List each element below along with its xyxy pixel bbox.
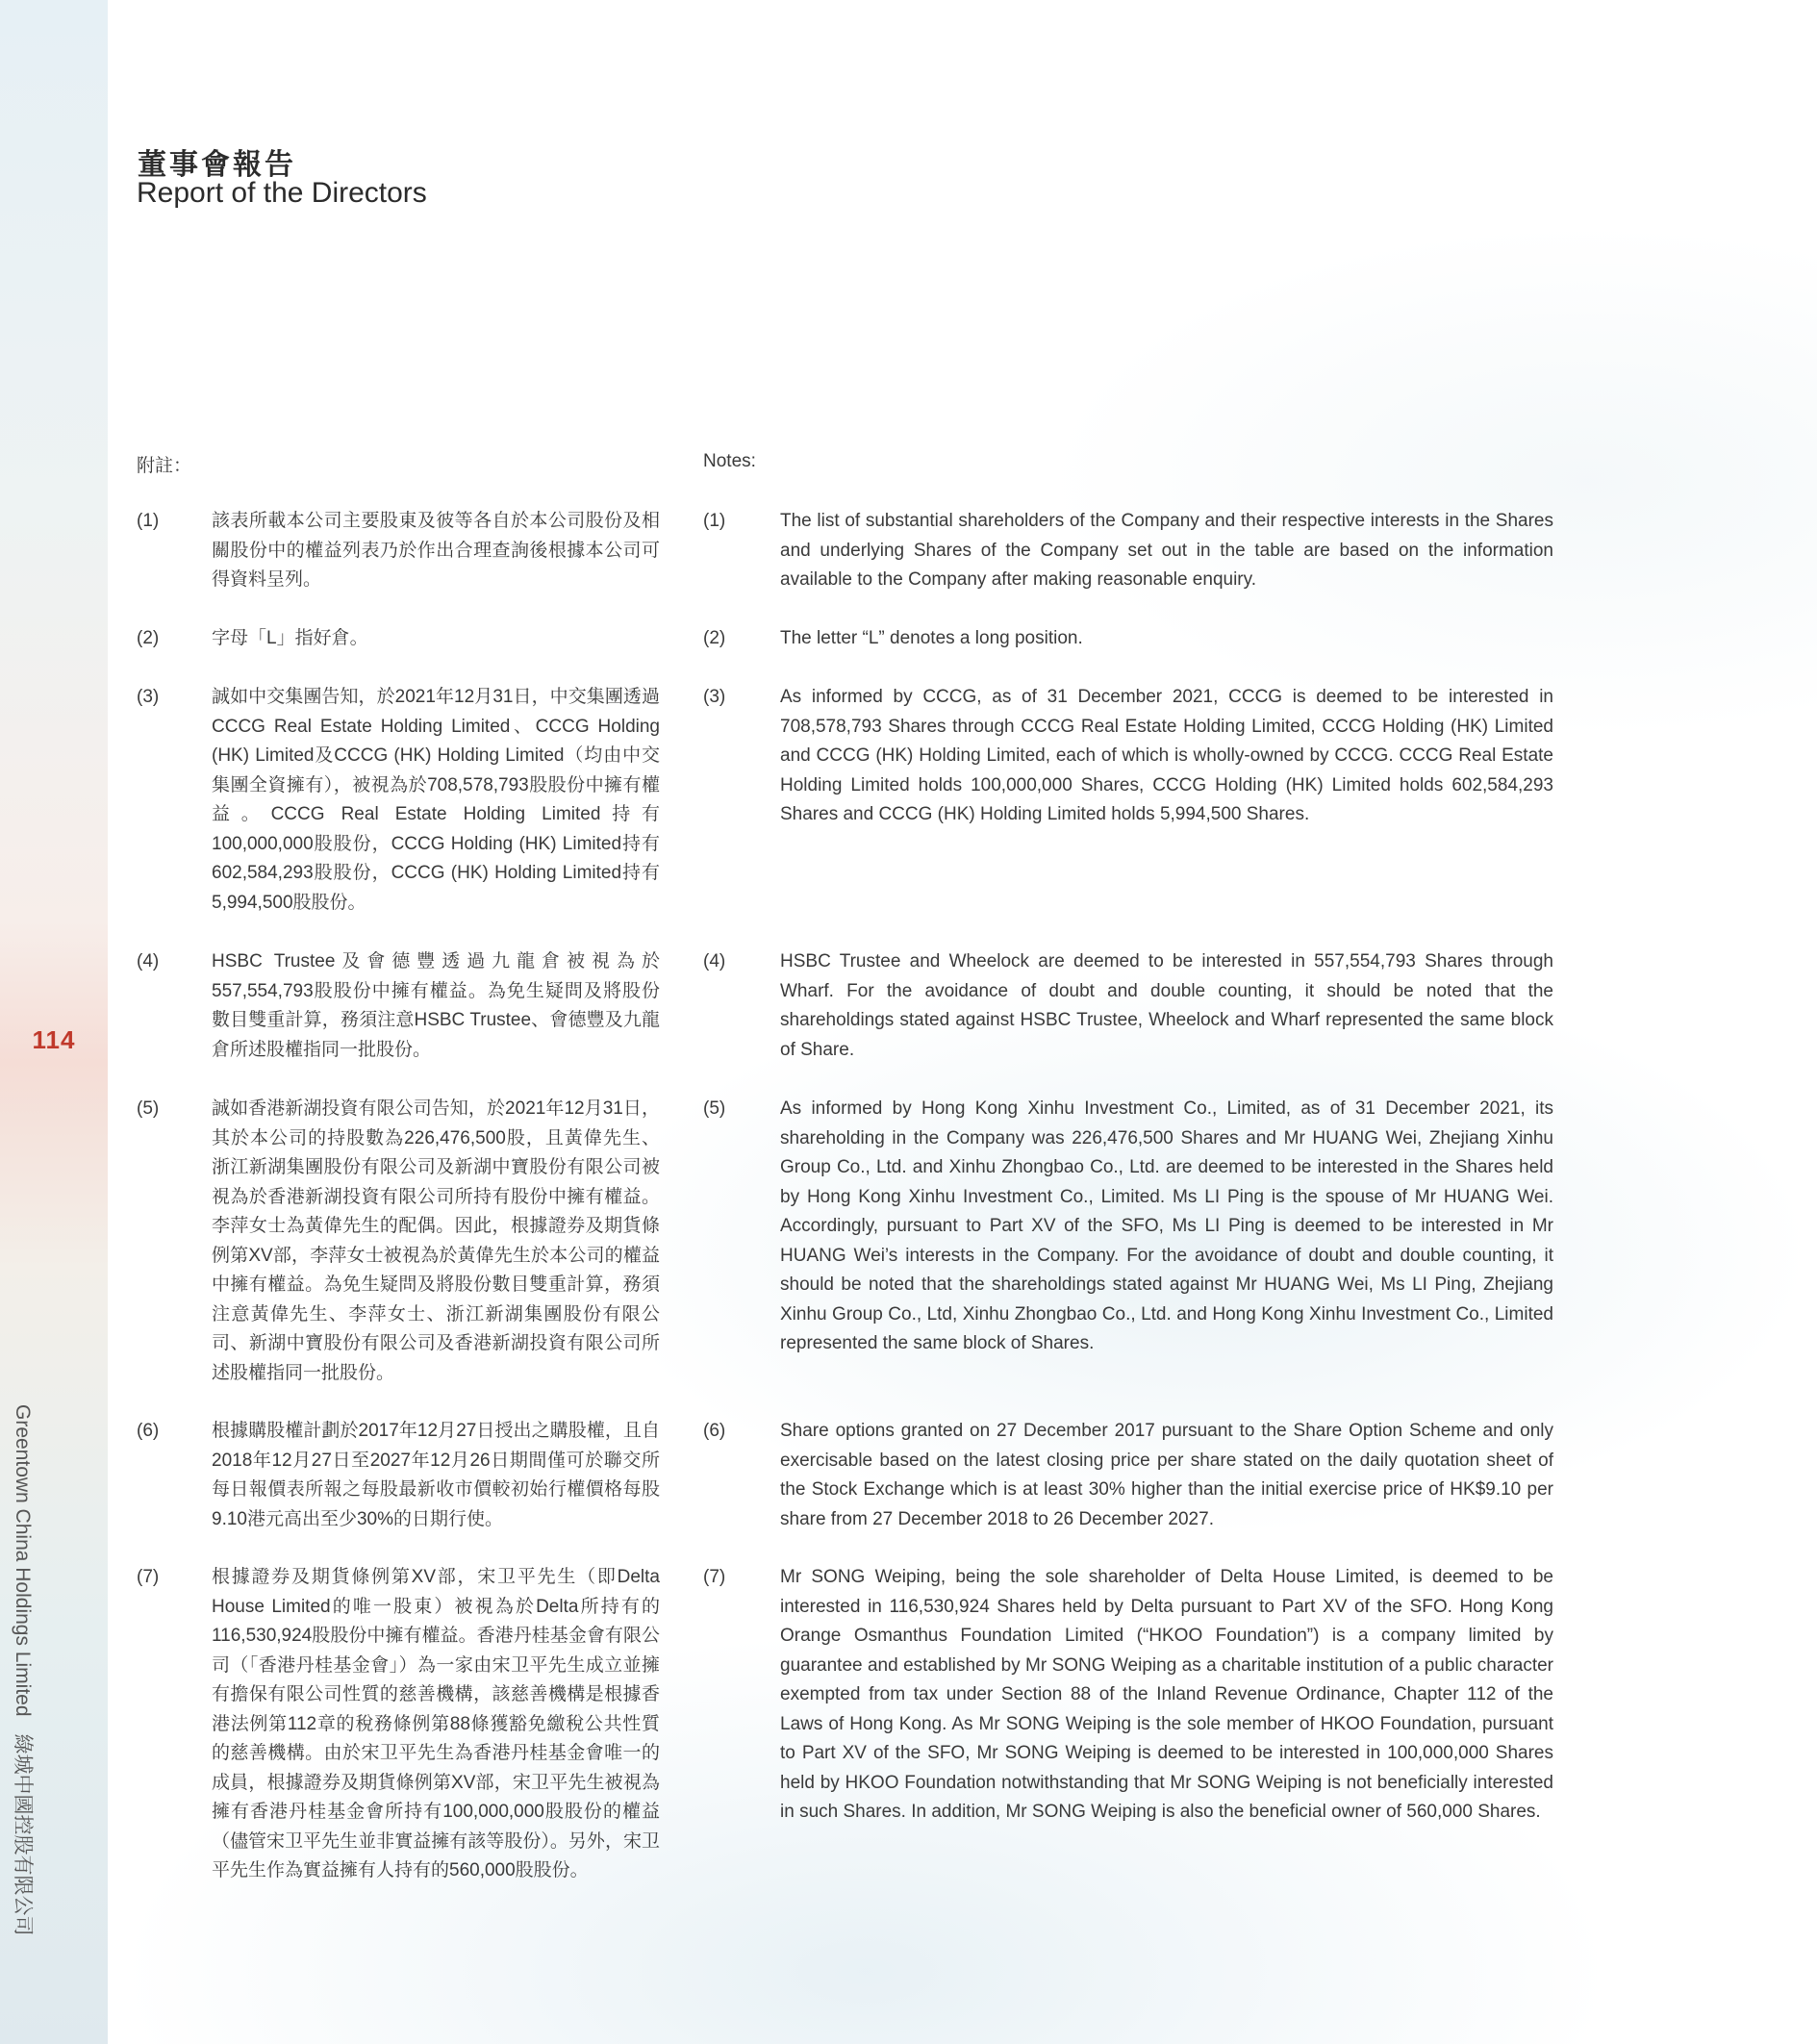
note-number: (3) — [703, 687, 726, 707]
note-text: As informed by Hong Kong Xinhu Investment Co., Limited, as of 31 December 2021, its shareholding in the Company was 226,476,500 Shares and Mr HUANG Wei, Zhejiang Xinhu Group Co., Ltd. and Xinhu Zhongbao Co., Ltd. are deemed to be interested in the Shares held by Hong Kong Xinhu Investment Co., Limited. Ms LI Ping is the spouse of Mr HUANG Wei. Accordingly, pursuant to Part XV of the SFO, Ms LI Ping is deemed to be interested in Mr HUANG Wei’s interests in the Company. For the avoidance of doubt and double counting, it should be noted that the shareholdings stated against Mr HUANG Wei, Ms LI Ping, Zhejiang Xinhu Group Co., Ltd, Xinhu Zhongbao Co., Ltd. and Hong Kong Xinhu Investment Co., Limited represented the same block of Shares. — [780, 1098, 1553, 1353]
note-number: (1) — [703, 511, 726, 531]
note-text: Mr SONG Weiping, being the sole shareholder of Delta House Limited, is deemed to be interested in 116,530,924 Shares held by Delta pursuant to Part XV of the SFO. Hong Kong Orange Osmanthus Foundation Limited (“HKOO Foundation”) is a company limited by guarantee and established by Mr SONG Weiping as a charitable institution of a public character exempted from tax under Section 88 of the Inland Revenue Ordinance, Chapter 112 of the Laws of Hong Kong. As Mr SONG Weiping is the sole member of HKOO Foundation, pursuant to Part XV of the SFO, Mr SONG Weiping is deemed to be interested in 100,000,000 Shares held by HKOO Foundation notwithstanding that Mr SONG Weiping is not beneficially interested in such Shares. In addition, Mr SONG Weiping is also the beneficial owner of 560,000 Shares. — [780, 1567, 1553, 1822]
note-text: 根據證券及期貨條例第XV部，宋卫平先生（即Delta House Limited的唯一股東）被視為於Delta所持有的116,530,924股股份中擁有權益。香港丹桂基金會有限公司（「香港丹桂基金會」）為一家由宋卫平先生成立並擁有擔保有限公司性質的慈善機構，該慈善機構是根據香港法例第112章的稅務條例第88條獲豁免繳稅公共性質的慈善機構。由於宋卫平先生為香港丹桂基金會唯一的成員，根據證券及期貨條例第XV部，宋卫平先生被視為擁有香港丹桂基金會所持有100,000,000股股份的權益（儘管宋卫平先生並非實益擁有該等股份）。另外，宋卫平先生作為實益擁有人持有的560,000股股份。 — [212, 1567, 660, 1880]
notes-heading-en: Notes: — [703, 451, 756, 471]
note-text: HSBC Trustee及會德豐透過九龍倉被視為於557,554,793股股份中擁有權益。為免生疑問及將股份數目雙重計算，務須注意HSBC Trustee、會德豐及九龍倉所述股權指同一批股份。 — [212, 951, 660, 1060]
note-text: 誠如中交集團告知，於2021年12月31日，中交集團透過CCCG Real Estate Holding Limited、CCCG Holding (HK) Limited及CCCG (HK) Holding Limited（均由中交集團全資擁有），被視為於708,578,793股股份中擁有權益。CCCG Real Estate Holding Limited持有100,000,000股股份，CCCG Holding (HK) Limited持有602,584,293股股份，CCCG (HK) Holding Limited持有5,994,500股股份。 — [212, 687, 660, 913]
note-number: (4) — [703, 951, 726, 972]
note-number: (3) — [137, 687, 160, 707]
note-number: (6) — [703, 1421, 726, 1441]
note-number: (5) — [137, 1098, 160, 1119]
note-text: The letter “L” denotes a long position. — [780, 628, 1083, 648]
page-title-zh: 董事會報告 — [138, 148, 296, 182]
note-text: 字母「L」指好倉。 — [212, 628, 368, 648]
note-text: HSBC Trustee and Wheelock are deemed to be interested in 557,554,793 Shares through Wharf. For the avoidance of doubt and double counting, it should be noted that the shareholdings stated against HSBC Trustee, Wheelock and Wharf represented the same block of Share. — [780, 951, 1553, 1060]
notes-heading-zh: 附註： — [137, 456, 192, 476]
side-title-en: Greentown China Holdings Limited — [12, 1404, 34, 1717]
note-text: Share options granted on 27 December 2017 pursuant to the Share Option Scheme and only exercisable based on the latest closing price per share stated on the daily quotation sheet of the Stock Exchange which is at least 30% higher than the initial exercise price of HK$9.10 per share from 27 December 2018 to 26 December 2027. — [780, 1421, 1553, 1529]
page-title-en: Report of the Directors — [137, 177, 427, 209]
side-company-title — [10, 1404, 38, 1954]
note-number: (7) — [137, 1567, 160, 1587]
note-number: (5) — [703, 1098, 726, 1119]
note-number: (2) — [137, 628, 160, 648]
note-number: (2) — [703, 628, 726, 648]
note-number: (1) — [137, 511, 160, 531]
side-title-zh: 綠城中國控股有限公司 — [12, 1733, 34, 1936]
note-number: (6) — [137, 1421, 160, 1441]
note-text: 根據購股權計劃於2017年12月27日授出之購股權，且自2018年12月27日至2027年12月26日期間僅可於聯交所每日報價表所報之每股最新收市價較初始行權價格每股9.10港元高出至少30%的日期行使。 — [212, 1421, 660, 1529]
note-number: (4) — [137, 951, 160, 972]
note-text: As informed by CCCG, as of 31 December 2021, CCCG is deemed to be interested in 708,578,793 Shares through CCCG Real Estate Holding Limited, CCCG Holding (HK) Limited and CCCG (HK) Holding Limited, each of which is wholly-owned by CCCG. CCCG Real Estate Holding Limited holds 100,000,000 Shares, CCCG Holding (HK) Limited holds 602,584,293 Shares and CCCG (HK) Holding Limited holds 5,994,500 Shares. — [780, 687, 1553, 824]
page-number: 114 — [32, 1025, 76, 1054]
note-text: 誠如香港新湖投資有限公司告知，於2021年12月31日，其於本公司的持股數為226,476,500股，且黃偉先生、浙江新湖集團股份有限公司及新湖中寶股份有限公司被視為於香港新湖投資有限公司所持有股份中擁有權益。李萍女士為黃偉先生的配偶。因此，根據證券及期貨條例第XV部，李萍女士被視為於黃偉先生於本公司的權益中擁有權益。為免生疑問及將股份數目雙重計算，務須注意黃偉先生、李萍女士、浙江新湖集團股份有限公司、新湖中寶股份有限公司及香港新湖投資有限公司所述股權指同一批股份。 — [212, 1098, 660, 1383]
note-text: The list of substantial shareholders of the Company and their respective interests in the Shares and underlying Shares of the Company set out in the table are based on the information available to the Company after making reasonable enquiry. — [780, 511, 1553, 590]
note-text: 該表所載本公司主要股東及彼等各自於本公司股份及相關股份中的權益列表乃於作出合理查詢後根據本公司可得資料呈列。 — [212, 511, 660, 590]
note-number: (7) — [703, 1567, 726, 1587]
